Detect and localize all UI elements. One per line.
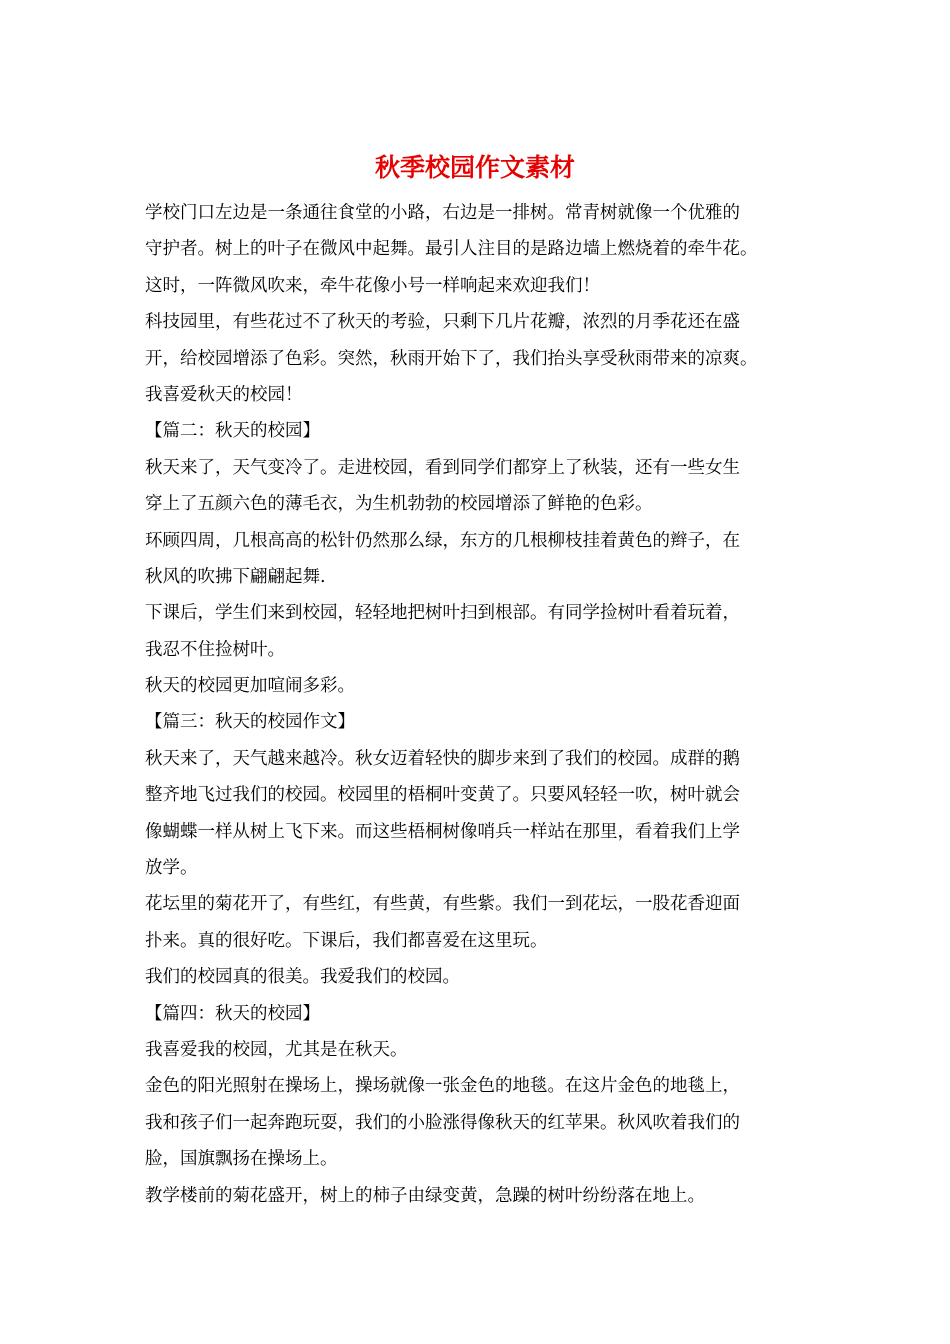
text-line: 我喜爱我的校园，尤其是在秋天。 (145, 1039, 408, 1060)
text-line: 守护者。树上的叶子在微风中起舞。最引人注目的是路边墙上燃烧着的牵牛花。 (145, 239, 758, 260)
text-line: 花坛里的菊花开了，有些红，有些黄，有些紫。我们一到花坛，一股花香迎面 (145, 894, 740, 915)
text-line: 开，给校园增添了色彩。突然，秋雨开始下了，我们抬头享受秋雨带来的凉爽。 (145, 348, 758, 369)
section-heading: 【篇三：秋天的校园作文】 (145, 712, 355, 733)
text-line: 穿上了五颜六色的薄毛衣，为生机勃勃的校园增添了鲜艳的色彩。 (145, 494, 653, 515)
document-body (145, 195, 810, 1214)
text-line: 学校门口左边是一条通往食堂的小路，右边是一排树。常青树就像一个优雅的 (145, 203, 740, 223)
text-line: 教学楼前的菊花盛开，树上的柿子由绿变黄，急躁的树叶纷纷落在地上。 (145, 1185, 705, 1206)
text-line: 下课后，学生们来到校园，轻轻地把树叶扫到根部。有同学捡树叶看着玩着， (145, 603, 740, 624)
section-heading: 【篇二：秋天的校园】 (145, 421, 320, 442)
text-line: 我们的校园真的很美。我爱我们的校园。 (145, 967, 460, 988)
text-line: 我和孩子们一起奔跑玩耍，我们的小脸涨得像秋天的红苹果。秋风吹着我们的 (145, 1112, 740, 1133)
text-line: 扑来。真的很好吃。下课后，我们都喜爱在这里玩。 (145, 930, 548, 951)
text-line: 这时，一阵微风吹来，牵牛花像小号一样响起来欢迎我们！ (145, 275, 600, 296)
text-line: 秋风的吹拂下翩翩起舞. (145, 566, 326, 587)
text-line: 环顾四周，几根高高的松针仍然那么绿，东方的几根柳枝挂着黄色的辫子，在 (145, 530, 740, 551)
text-line: 科技园里，有些花过不了秋天的考验，只剩下几片花瓣，浓烈的月季花还在盛 (145, 312, 740, 333)
text-line: 秋天的校园更加喧闹多彩。 (145, 676, 355, 697)
section-heading: 【篇四：秋天的校园】 (145, 1003, 320, 1024)
text-line: 秋天来了，天气变冷了。走进校园，看到同学们都穿上了秋装，还有一些女生 (145, 457, 740, 478)
text-line: 金色的阳光照射在操场上，操场就像一张金色的地毯。在这片金色的地毯上， (145, 1076, 740, 1097)
text-line: 秋天来了，天气越来越冷。秋女迈着轻快的脚步来到了我们的校园。成群的鹅 (145, 748, 740, 769)
text-line: 脸，国旗飘扬在操场上。 (145, 1149, 338, 1170)
text-line: 像蝴蝶一样从树上飞下来。而这些梧桐树像哨兵一样站在那里，看着我们上学 (145, 821, 740, 842)
text-line: 我忍不住捡树叶。 (145, 639, 285, 660)
text-line: 整齐地飞过我们的校园。校园里的梧桐叶变黄了。只要风轻轻一吹，树叶就会 (145, 785, 740, 806)
document-title: 秋季校园作文素材 (374, 153, 575, 182)
text-line: 放学。 (145, 858, 198, 879)
text-line: 我喜爱秋天的校园！ (145, 384, 303, 405)
